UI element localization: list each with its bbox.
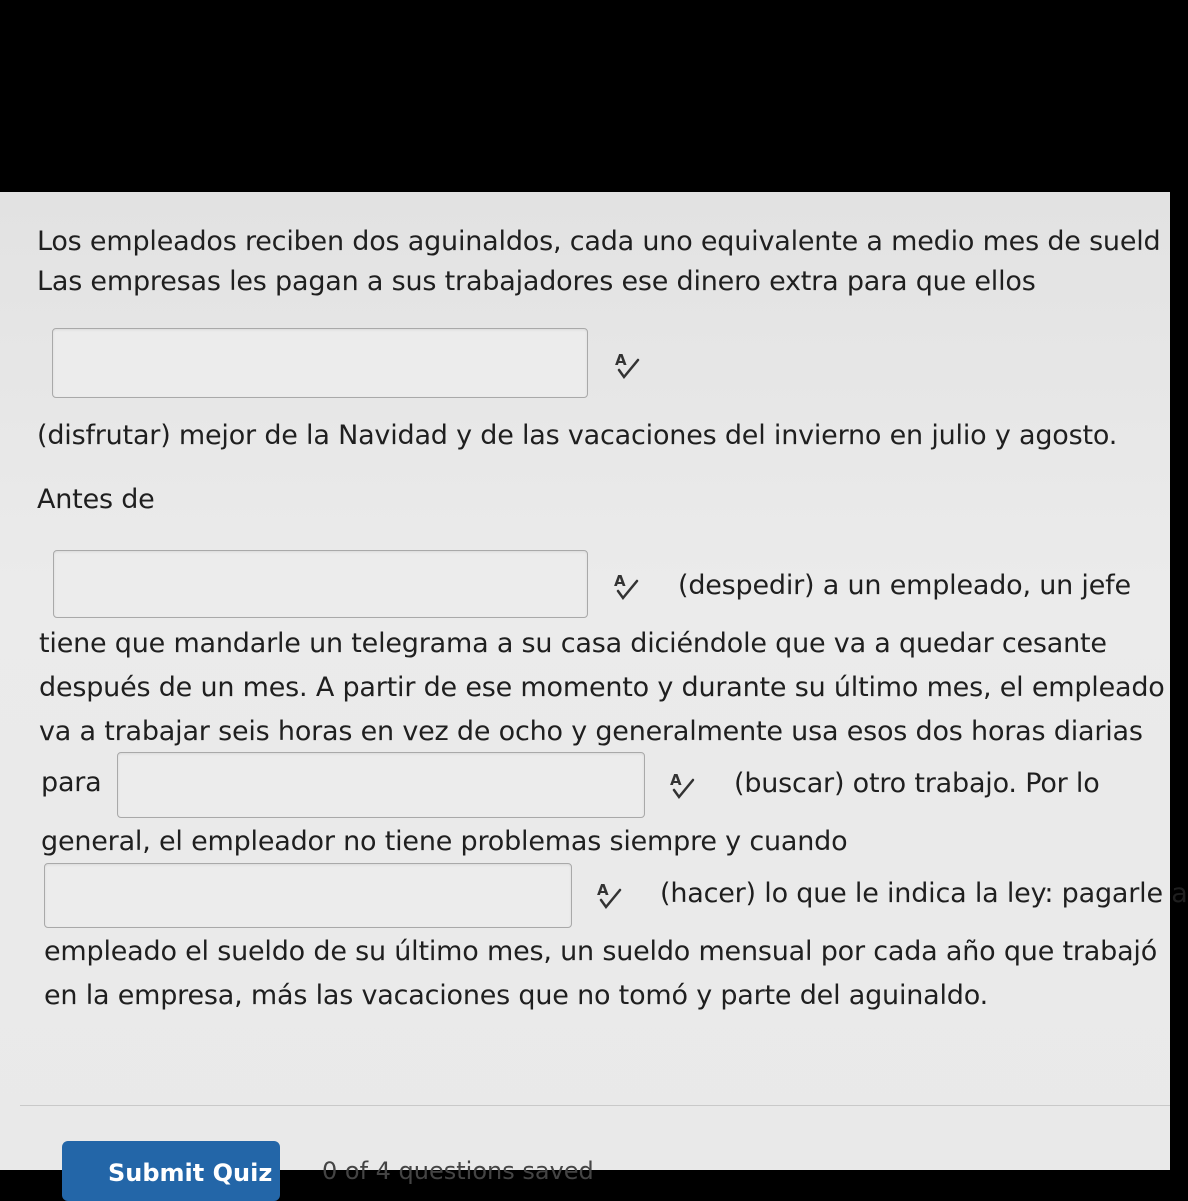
paragraph-line: después de un mes. A partir de ese momento y durante su último mes, el empleado	[39, 672, 1165, 703]
spellcheck-icon[interactable]	[612, 350, 642, 380]
paragraph-line: Los empleados reciben dos aguinaldos, cada uno equivalente a medio mes de sueld	[37, 226, 1161, 257]
paragraph-line: (buscar) otro trabajo. Por lo	[734, 768, 1100, 799]
paragraph-line: general, el empleador no tiene problemas siempre y cuando	[41, 826, 848, 857]
svg-text:A: A	[615, 351, 627, 369]
svg-text:A: A	[614, 572, 626, 590]
spellcheck-icon[interactable]	[594, 880, 624, 910]
saved-status-text: 0 of 4 questions saved	[322, 1157, 594, 1185]
paragraph-line: tiene que mandarle un telegrama a su casa diciéndole que va a quedar cesante	[39, 628, 1107, 659]
spellcheck-icon[interactable]	[611, 571, 641, 601]
submit-quiz-button[interactable]: Submit Quiz	[62, 1141, 280, 1201]
footer-divider	[20, 1105, 1170, 1106]
paragraph-line: empleado el sueldo de su último mes, un sueldo mensual por cada año que trabajó	[44, 936, 1158, 967]
answer-blank-4[interactable]	[44, 863, 572, 928]
paragraph-line: (despedir) a un empleado, un jefe	[678, 570, 1131, 601]
quiz-content	[0, 192, 1188, 1187]
answer-blank-2[interactable]	[53, 550, 588, 618]
spellcheck-icon[interactable]	[667, 770, 697, 800]
paragraph-line: Las empresas les pagan a sus trabajadores ese dinero extra para que ellos	[37, 266, 1036, 297]
paragraph-line: (hacer) lo que le indica la ley: pagarle a	[660, 878, 1188, 909]
svg-text:A: A	[597, 881, 609, 899]
answer-blank-1[interactable]	[52, 328, 588, 398]
paragraph-line: (disfrutar) mejor de la Navidad y de las vacaciones del invierno en julio y agosto.	[37, 420, 1118, 451]
paragraph-line: Antes de	[37, 484, 155, 515]
answer-blank-3[interactable]	[117, 752, 645, 818]
svg-text:A: A	[670, 771, 682, 789]
paragraph-line: en la empresa, más las vacaciones que no tomó y parte del aguinaldo.	[44, 980, 988, 1011]
paragraph-line: va a trabajar seis horas en vez de ocho y generalmente usa esos dos horas diarias	[39, 716, 1143, 747]
paragraph-line: para	[41, 767, 102, 798]
